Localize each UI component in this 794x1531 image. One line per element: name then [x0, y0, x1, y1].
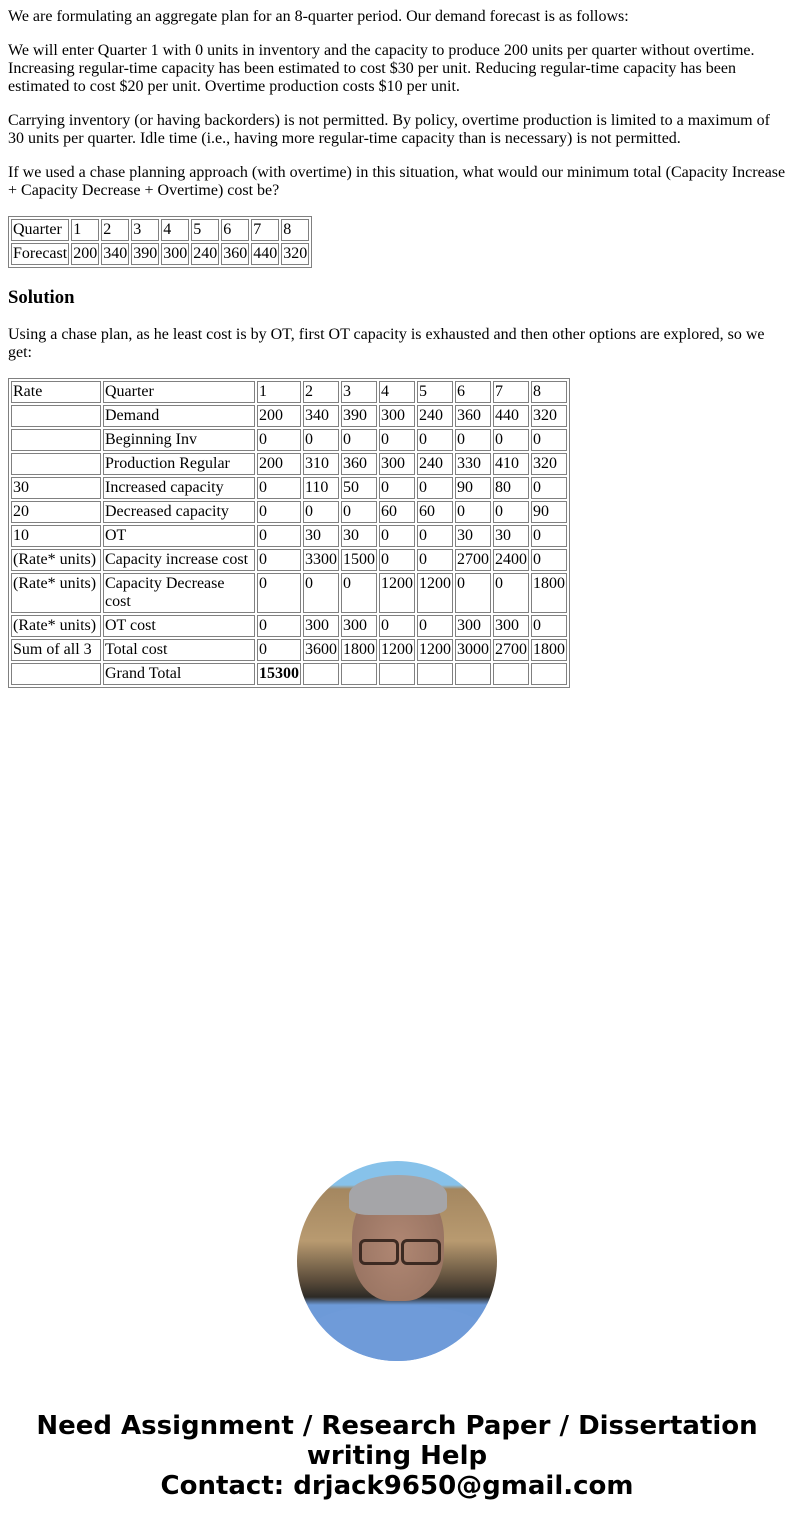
glasses-left-icon	[359, 1239, 399, 1265]
table-cell: 390	[131, 243, 159, 265]
author-avatar	[297, 1161, 497, 1361]
table-cell: 240	[417, 453, 453, 475]
table-cell: 360	[341, 453, 377, 475]
table-cell: Forecast	[11, 243, 69, 265]
table-cell: 360	[455, 405, 491, 427]
table-cell: 300	[161, 243, 189, 265]
table-cell: 90	[455, 477, 491, 499]
table-cell: Total cost	[103, 639, 255, 661]
table-cell: 4	[161, 219, 189, 241]
ad-line-2: writing Help	[306, 1441, 488, 1471]
table-cell: 2400	[493, 549, 529, 571]
table-cell: 0	[531, 615, 567, 637]
table-cell	[303, 663, 339, 685]
table-cell: 0	[455, 573, 491, 613]
table-cell: 0	[531, 477, 567, 499]
table-cell: 5	[417, 381, 453, 403]
table-cell: Quarter	[103, 381, 255, 403]
table-cell: 80	[493, 477, 529, 499]
table-cell: 7	[251, 219, 279, 241]
table-cell: 0	[341, 501, 377, 523]
table-row	[11, 549, 567, 571]
table-cell: 0	[341, 573, 377, 613]
person-photo-icon	[297, 1161, 497, 1361]
table-cell: 0	[303, 501, 339, 523]
table-cell: 0	[257, 615, 301, 637]
table-cell: 0	[379, 429, 415, 451]
table-cell: Grand Total	[103, 663, 255, 685]
table-cell	[531, 663, 567, 685]
table-cell: 2	[101, 219, 129, 241]
table-row	[11, 573, 567, 613]
table-cell: OT	[103, 525, 255, 547]
table-cell: 0	[379, 525, 415, 547]
table-cell: 320	[531, 405, 567, 427]
table-row	[11, 381, 567, 403]
table-cell: 320	[281, 243, 309, 265]
table-cell: 300	[379, 453, 415, 475]
table-cell: 0	[417, 525, 453, 547]
table-cell: 390	[341, 405, 377, 427]
table-cell: 1	[257, 381, 301, 403]
table-cell: 1500	[341, 549, 377, 571]
table-cell: 110	[303, 477, 339, 499]
table-cell: 3	[341, 381, 377, 403]
table-row	[11, 453, 567, 475]
table-cell: 0	[531, 525, 567, 547]
table-row	[11, 615, 567, 637]
table-cell: 6	[455, 381, 491, 403]
table-cell: 8	[531, 381, 567, 403]
table-cell: 6	[221, 219, 249, 241]
table-cell: 3000	[455, 639, 491, 661]
table-cell: 1200	[417, 573, 453, 613]
table-cell: 1800	[341, 639, 377, 661]
question-paragraph-2: We will enter Quarter 1 with 0 units in inventory and the capacity to produce 200 units per quarter without overtime. Increasing regular-time capacity has been estimated to cost $30 per unit. Reducing regular-time capacity has been estimated to cost $20 per unit. Overtime production costs $10 per unit.	[8, 42, 755, 95]
table-cell	[379, 663, 415, 685]
table-cell: 0	[531, 429, 567, 451]
table-cell: 0	[257, 501, 301, 523]
table-cell: 3	[131, 219, 159, 241]
table-cell: 1800	[531, 573, 567, 613]
table-cell	[11, 453, 101, 475]
table-cell: 200	[257, 405, 301, 427]
table-row	[11, 477, 567, 499]
glasses-right-icon	[401, 1239, 441, 1265]
table-cell: 2700	[455, 549, 491, 571]
table-cell: 1	[71, 219, 99, 241]
table-cell: 0	[257, 477, 301, 499]
table-cell: 8	[281, 219, 309, 241]
table-cell: 30	[341, 525, 377, 547]
table-cell: 0	[455, 501, 491, 523]
table-cell	[341, 663, 377, 685]
table-row	[11, 219, 309, 241]
table-cell: Rate	[11, 381, 101, 403]
table-cell: 0	[493, 501, 529, 523]
table-cell: 440	[493, 405, 529, 427]
table-cell: 240	[417, 405, 453, 427]
table-cell	[11, 663, 101, 685]
table-cell: 340	[101, 243, 129, 265]
table-cell: 3600	[303, 639, 339, 661]
question-paragraph-1: We are formulating an aggregate plan for an 8-quarter period. Our demand forecast is as follows:	[8, 8, 629, 25]
table-cell: 300	[379, 405, 415, 427]
table-cell: 0	[257, 429, 301, 451]
solution-intro: Using a chase plan, as he least cost is by OT, first OT capacity is exhausted and then other options are explored, so we get:	[8, 326, 765, 361]
table-row	[11, 639, 567, 661]
table-cell: 5	[191, 219, 219, 241]
grand-total-value: 15300	[257, 663, 301, 685]
table-cell: 0	[417, 477, 453, 499]
table-cell: 0	[455, 429, 491, 451]
table-cell: Decreased capacity	[103, 501, 255, 523]
question-paragraph-3: Carrying inventory (or having backorders) is not permitted. By policy, overtime production is limited to a maximum of 30 units per quarter. Idle time (i.e., having more regular-time capacity than is necessary) is not permitted.	[8, 112, 770, 147]
table-cell: 300	[455, 615, 491, 637]
table-cell: 7	[493, 381, 529, 403]
table-cell: Quarter	[11, 219, 69, 241]
table-cell: 0	[257, 573, 301, 613]
table-cell: 0	[257, 639, 301, 661]
table-cell: 300	[341, 615, 377, 637]
table-cell: 4	[379, 381, 415, 403]
table-cell: 0	[417, 429, 453, 451]
table-cell: 3300	[303, 549, 339, 571]
table-cell: 0	[257, 549, 301, 571]
table-cell: 90	[531, 501, 567, 523]
table-cell: Capacity increase cost	[103, 549, 255, 571]
table-cell: 300	[493, 615, 529, 637]
table-cell: 0	[379, 477, 415, 499]
table-cell: Production Regular	[103, 453, 255, 475]
table-cell	[455, 663, 491, 685]
table-cell: 200	[257, 453, 301, 475]
table-cell	[11, 429, 101, 451]
table-cell: 1200	[417, 639, 453, 661]
contact-advertisement	[0, 1411, 794, 1501]
table-cell: 30	[303, 525, 339, 547]
table-cell: 200	[71, 243, 99, 265]
table-cell: 0	[531, 549, 567, 571]
solution-table	[8, 378, 570, 688]
table-cell: 340	[303, 405, 339, 427]
table-cell: Beginning Inv	[103, 429, 255, 451]
table-row	[11, 501, 567, 523]
question-paragraph-4: If we used a chase planning approach (with overtime) in this situation, what would our minimum total (Capacity Increase + Capacity Decrease + Overtime) cost be?	[8, 164, 786, 199]
table-cell: 60	[417, 501, 453, 523]
document-body	[0, 8, 794, 688]
table-cell: (Rate* units)	[11, 573, 101, 613]
table-cell: Capacity Decrease cost	[103, 573, 255, 613]
table-cell: 1200	[379, 639, 415, 661]
ad-line-3: Contact: drjack9650@gmail.com	[160, 1471, 634, 1501]
table-cell: 0	[341, 429, 377, 451]
table-cell: 0	[417, 615, 453, 637]
table-cell: 2700	[493, 639, 529, 661]
solution-heading: Solution	[8, 287, 75, 308]
table-cell: Sum of all 3	[11, 639, 101, 661]
table-cell: 0	[493, 573, 529, 613]
table-cell: Increased capacity	[103, 477, 255, 499]
table-cell: 60	[379, 501, 415, 523]
forecast-table	[8, 216, 312, 268]
table-cell: (Rate* units)	[11, 549, 101, 571]
table-cell: 0	[303, 429, 339, 451]
table-row	[11, 243, 309, 265]
table-cell: 410	[493, 453, 529, 475]
table-cell	[11, 405, 101, 427]
table-cell: 330	[455, 453, 491, 475]
table-cell: 0	[303, 573, 339, 613]
table-cell	[417, 663, 453, 685]
table-cell: 310	[303, 453, 339, 475]
table-cell	[493, 663, 529, 685]
table-cell: 10	[11, 525, 101, 547]
hair-shape	[349, 1175, 447, 1215]
table-cell: 1200	[379, 573, 415, 613]
table-cell: 440	[251, 243, 279, 265]
table-cell: 320	[531, 453, 567, 475]
table-cell: 2	[303, 381, 339, 403]
table-cell: 0	[417, 549, 453, 571]
table-row	[11, 525, 567, 547]
table-cell: 240	[191, 243, 219, 265]
shirt-shape	[307, 1306, 487, 1361]
table-cell: Demand	[103, 405, 255, 427]
table-cell: 20	[11, 501, 101, 523]
table-cell: OT cost	[103, 615, 255, 637]
table-cell: 0	[493, 429, 529, 451]
table-row	[11, 663, 567, 685]
table-cell: 50	[341, 477, 377, 499]
table-cell: 30	[11, 477, 101, 499]
ad-line-1: Need Assignment / Research Paper / Dissertation	[36, 1411, 758, 1441]
table-cell: 1800	[531, 639, 567, 661]
table-cell: 0	[379, 615, 415, 637]
table-cell: 30	[455, 525, 491, 547]
table-cell: 0	[257, 525, 301, 547]
table-cell: (Rate* units)	[11, 615, 101, 637]
table-cell: 360	[221, 243, 249, 265]
table-row	[11, 429, 567, 451]
table-cell: 30	[493, 525, 529, 547]
table-row	[11, 405, 567, 427]
table-cell: 0	[379, 549, 415, 571]
table-cell: 300	[303, 615, 339, 637]
